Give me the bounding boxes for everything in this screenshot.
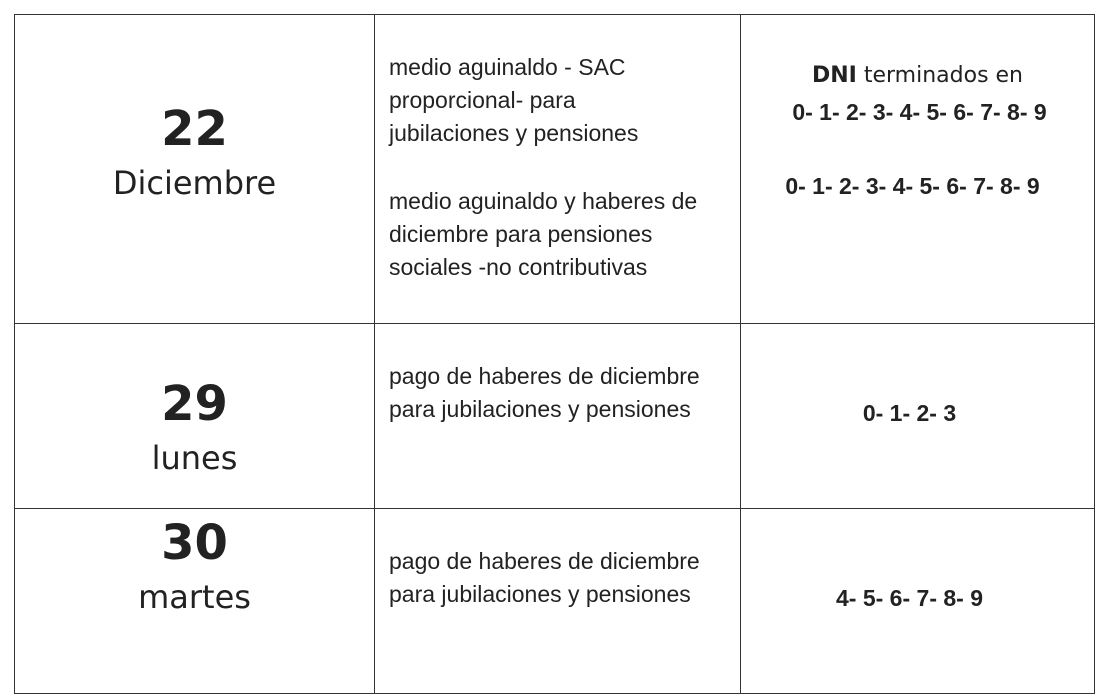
- table-row: [15, 324, 1095, 509]
- payment-schedule-table: [14, 14, 1095, 694]
- description-text: medio aguinaldo y haberes de diciembre para pensiones sociales -no contributivas: [389, 188, 698, 280]
- description-cell: [375, 509, 741, 694]
- dni-heading-bold: DNI: [812, 63, 857, 88]
- description-text: pago de haberes de diciembre para jubilaciones y pensiones: [389, 363, 700, 422]
- date-block: [15, 101, 374, 203]
- dni-heading: [741, 61, 1094, 91]
- day-number: 29: [161, 376, 228, 432]
- description-text: medio aguinaldo - SAC proporcional- para jubilaciones y pensiones: [389, 54, 639, 146]
- description-text: pago de haberes de diciembre para jubilaciones y pensiones: [389, 548, 700, 607]
- day-label: martes: [138, 578, 251, 616]
- day-label: Diciembre: [112, 164, 277, 202]
- date-block: [15, 515, 374, 617]
- table-row: [15, 509, 1095, 694]
- dni-digits: 0- 1- 2- 3- 4- 5- 6- 7- 8- 9: [792, 99, 1047, 125]
- day-label: lunes: [151, 439, 238, 477]
- description-cell: [375, 324, 741, 509]
- dni-digits: 0- 1- 2- 3: [862, 400, 957, 426]
- dni-cell: [741, 15, 1095, 324]
- date-cell: [15, 324, 375, 509]
- table-row: [15, 15, 1095, 324]
- day-number: 30: [161, 515, 228, 571]
- date-block: [15, 376, 374, 478]
- dni-cell: [741, 324, 1095, 509]
- dni-cell: [741, 509, 1095, 694]
- dni-digits: 0- 1- 2- 3- 4- 5- 6- 7- 8- 9: [785, 173, 1040, 199]
- dni-digits: 4- 5- 6- 7- 8- 9: [836, 585, 983, 611]
- date-cell: [15, 509, 375, 694]
- dni-heading-rest: terminados en: [856, 63, 1023, 88]
- date-cell: [15, 15, 375, 324]
- day-number: 22: [161, 101, 228, 157]
- description-cell: [375, 15, 741, 324]
